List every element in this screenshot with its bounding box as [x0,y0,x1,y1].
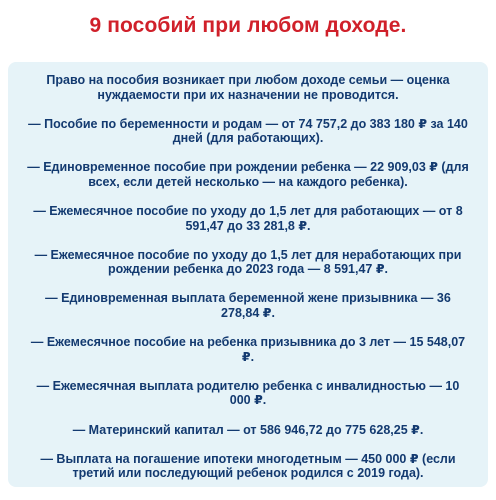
benefit-item-birth-lump-sum: — Единовременное пособие при рождении ребенка — 22 909,03 ₽ (для всех, если детей несколько — на каждого ребенка). [27,160,469,189]
benefit-item-disability: — Ежемесячная выплата родителю ребенка с инвалидностью — 10 000 ₽. [36,378,460,408]
benefit-item-maternity: — Пособие по беременности и родам — от 74 757,2 до 383 180 ₽ за 140 дней (для работающих). [28,116,468,146]
benefit-item-conscript-wife: — Единовременная выплата беременной жене призывника — 36 278,84 ₽. [45,291,451,321]
benefit-item-conscript-child: — Ежемесячное пособие на ребенка призывника до 3 лет — 15 548,07 ₽. [30,335,466,364]
benefit-item-maternity-capital: — Материнский капитал — от 586 946,72 до 775 628,25 ₽. [72,422,424,437]
page-title: 9 пособий при любом доходе. [89,14,407,37]
benefit-item-mortgage: — Выплата на погашение ипотеки многодетным — 450 000 ₽ (если третий или последующий ребенок родился с 2019 года). [40,451,456,481]
benefit-item-childcare-working: — Ежемесячное пособие по уходу до 1,5 лет для работающих — от 8 591,47 до 33 281,8 ₽. [33,204,463,233]
benefits-card [8,62,488,487]
intro-paragraph: Право на пособия возникает при любом доходе семьи — оценка нуждаемости при их назначении не проводится. [46,73,450,102]
benefit-item-childcare-nonworking: — Ежемесячное пособие по уходу до 1,5 лет для неработающих при рождении ребенка до 2023 года — 8 591,47 ₽. [34,247,462,277]
